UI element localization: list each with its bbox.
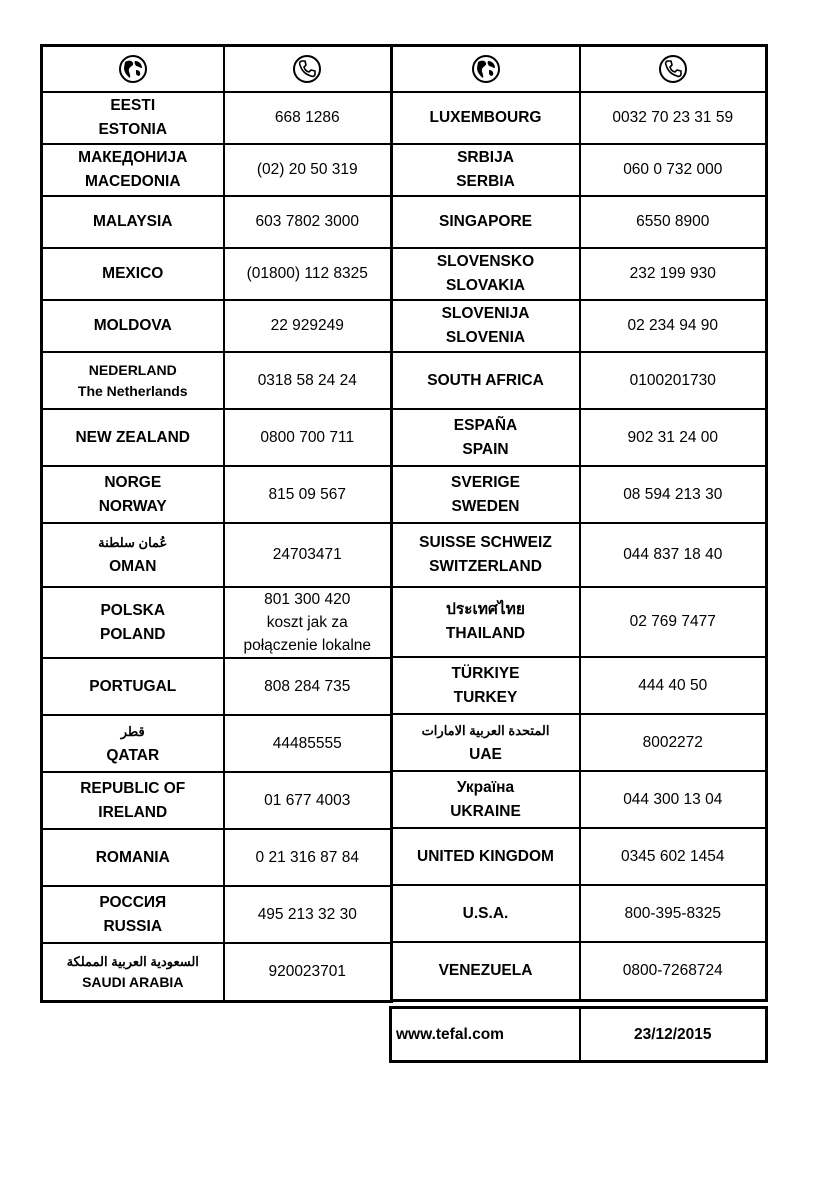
table-row [391, 942, 766, 1000]
table-row [391, 523, 766, 587]
country-cell [391, 523, 580, 587]
country-cell [42, 772, 224, 829]
table-row [42, 523, 392, 587]
footer-row [391, 1008, 767, 1062]
table-row [42, 587, 392, 658]
phone-cell [580, 587, 766, 657]
country-cell [42, 715, 224, 772]
phone-cell [580, 466, 766, 523]
cell-line: SVERIGE [451, 473, 520, 491]
cell-line: 0100201730 [629, 371, 716, 389]
country-column-header [391, 46, 580, 93]
cell-line: 444 40 50 [638, 676, 708, 694]
cell-line: РОССИЯ [99, 893, 167, 911]
country-cell [42, 92, 224, 144]
country-cell [391, 196, 580, 248]
phone-cell [224, 772, 392, 829]
phone-cell [580, 885, 766, 942]
table-row [391, 352, 766, 409]
country-cell [391, 942, 580, 1000]
country-cell [42, 196, 224, 248]
table-row [42, 409, 392, 466]
cell-line: THAILAND [445, 625, 526, 642]
header-row [42, 46, 392, 93]
table-row [391, 466, 766, 523]
cell-line: SUISSE SCHWEIZ [419, 534, 552, 551]
cell-line: 0318 58 24 24 [257, 371, 357, 389]
cell-line: SERBIA [456, 173, 515, 190]
country-cell [391, 466, 580, 523]
cell-line: 0 21 316 87 84 [255, 848, 359, 866]
table-row [391, 248, 766, 300]
cell-line: 0800-7268724 [622, 961, 723, 979]
cell-line: ESPAÑA [453, 416, 518, 434]
cell-line: 801 300 420 [264, 591, 351, 608]
phone-cell [580, 523, 766, 587]
country-cell [42, 409, 224, 466]
cell-line: POLAND [100, 625, 166, 643]
country-cell [42, 300, 224, 352]
phone-cell [224, 715, 392, 772]
table-row [391, 714, 766, 771]
cell-line: 0345 602 1454 [621, 847, 725, 865]
phone-cell [580, 300, 766, 352]
cell-line: 24703471 [272, 546, 342, 563]
cell-line: ROMANIA [95, 848, 170, 866]
header-row [391, 46, 766, 93]
phone-cell [580, 248, 766, 300]
footer-table [389, 1006, 768, 1063]
cell-line: 02 234 94 90 [627, 317, 718, 334]
country-cell [391, 885, 580, 942]
cell-line: ประเทศไทย [446, 601, 525, 618]
table-row [42, 144, 392, 196]
table-row [391, 300, 766, 352]
cell-line: (01800) 112 8325 [246, 265, 368, 282]
phone-cell [580, 828, 766, 885]
cell-line: LUXEMBOURG [429, 109, 542, 126]
right-contact-table [390, 44, 768, 1002]
phone-cell [580, 352, 766, 409]
cell-line: SLOVENIA [445, 329, 526, 346]
cell-line: SINGAPORE [438, 213, 532, 230]
cell-line: OMAN [109, 558, 157, 575]
cell-line: SLOVAKIA [446, 277, 525, 294]
cell-line: U.S.A. [462, 904, 509, 922]
phone-icon [292, 54, 322, 84]
country-cell [42, 352, 224, 409]
phone-cell [224, 466, 392, 523]
phone-cell [224, 523, 392, 587]
country-cell [391, 714, 580, 771]
table-row [391, 196, 766, 248]
cell-line: 44485555 [272, 734, 342, 752]
table-row [42, 772, 392, 829]
cell-line: NORWAY [98, 497, 167, 515]
country-cell [391, 92, 580, 144]
cell-line: NORGE [104, 473, 162, 491]
phone-cell [580, 942, 766, 1000]
table-row [42, 715, 392, 772]
cell-line: NEW ZEALAND [75, 428, 191, 446]
cell-line: 08 594 213 30 [623, 485, 723, 503]
table-row [391, 657, 766, 714]
cell-line: السعودية العربية المملكة [66, 953, 199, 969]
cell-line: MALAYSIA [92, 213, 173, 230]
phone-cell [224, 943, 392, 1001]
table-row [42, 943, 392, 1001]
phone-cell [580, 144, 766, 196]
table-row [42, 92, 392, 144]
cell-line: SWITZERLAND [429, 558, 542, 575]
phone-cell [224, 300, 392, 352]
country-cell [391, 352, 580, 409]
cell-line: TURKEY [453, 688, 518, 706]
phone-column-header [580, 46, 766, 93]
cell-line: UKRAINE [450, 802, 521, 820]
table-row [42, 466, 392, 523]
country-cell [42, 943, 224, 1001]
cell-line: MACEDONIA [84, 173, 181, 190]
cell-line: 668 1286 [274, 109, 340, 126]
cell-line: (02) 20 50 319 [256, 161, 358, 178]
table-row [42, 829, 392, 886]
cell-line: 902 31 24 00 [627, 428, 718, 446]
country-column-header [42, 46, 224, 93]
phone-cell [224, 248, 392, 300]
cell-line: IRELAND [98, 803, 168, 821]
phone-cell [580, 92, 766, 144]
cell-line: 495 213 32 30 [257, 905, 357, 923]
table-row [42, 196, 392, 248]
cell-line: 22 929249 [270, 317, 344, 334]
phone-cell [580, 196, 766, 248]
phone-cell [224, 829, 392, 886]
cell-line: VENEZUELA [438, 961, 533, 979]
cell-line: RUSSIA [103, 917, 163, 935]
country-cell [42, 248, 224, 300]
country-cell [42, 466, 224, 523]
right-table-body [391, 46, 766, 1001]
cell-line: 0032 70 23 31 59 [612, 109, 734, 126]
phone-cell [224, 409, 392, 466]
phone-cell [224, 587, 392, 658]
phone-cell [580, 409, 766, 466]
cell-line: 060 0 732 000 [623, 161, 723, 178]
cell-line: UNITED KINGDOM [417, 847, 554, 865]
country-cell [391, 828, 580, 885]
cell-line: 800-395-8325 [624, 904, 722, 922]
cell-line: koszt jak za [266, 614, 348, 631]
table-row [42, 248, 392, 300]
cell-line: NEDERLAND [88, 361, 177, 378]
phone-cell [224, 144, 392, 196]
phone-cell [224, 886, 392, 943]
cell-line: The Netherlands [77, 382, 188, 399]
cell-line: QATAR [106, 746, 160, 764]
table-row [391, 771, 766, 828]
country-cell [391, 144, 580, 196]
phone-cell [224, 92, 392, 144]
cell-line: MOLDOVA [93, 317, 172, 334]
cell-line: PORTUGAL [89, 677, 177, 695]
left-table-body [42, 46, 392, 1002]
cell-line: 603 7802 3000 [255, 213, 359, 230]
country-cell [391, 300, 580, 352]
phone-cell [580, 714, 766, 771]
cell-line: 920023701 [268, 962, 347, 980]
document-date: 23/12/2015 [580, 1008, 767, 1062]
cell-line: SLOVENIJA [441, 305, 530, 322]
cell-line: SRBIJA [457, 149, 514, 166]
country-cell [391, 248, 580, 300]
phone-cell [580, 657, 766, 714]
cell-line: المتحدة العربية الامارات [421, 722, 550, 738]
country-cell [42, 886, 224, 943]
cell-line: SPAIN [462, 440, 509, 458]
table-row [391, 144, 766, 196]
phone-icon [658, 54, 688, 84]
country-cell [391, 409, 580, 466]
table-row [391, 409, 766, 466]
cell-line: SLOVENSKO [436, 253, 535, 270]
cell-line: 044 300 13 04 [623, 790, 723, 808]
globe-icon [471, 54, 501, 84]
cell-line: REPUBLIC OF [80, 779, 186, 797]
cell-line: 02 769 7477 [629, 613, 716, 630]
cell-line: TÜRKIYE [451, 664, 520, 682]
table-row [391, 828, 766, 885]
cell-line: عُمان سلطنة [98, 535, 168, 550]
cell-line: połączenie lokalne [243, 637, 372, 654]
table-row [42, 300, 392, 352]
cell-line: 232 199 930 [629, 265, 716, 282]
cell-line: МАКЕДОНИЈА [78, 149, 188, 166]
table-row [42, 886, 392, 943]
country-cell [42, 523, 224, 587]
cell-line: MEXICO [102, 265, 164, 282]
country-cell [391, 587, 580, 657]
cell-line: 815 09 567 [268, 485, 347, 503]
cell-line: ESTONIA [98, 121, 168, 138]
cell-line: 6550 8900 [636, 213, 710, 230]
country-cell [42, 144, 224, 196]
phone-column-header [224, 46, 392, 93]
phone-cell [224, 352, 392, 409]
phone-cell [224, 658, 392, 715]
website-link[interactable]: www.tefal.com [391, 1008, 580, 1062]
cell-line: 8002272 [642, 733, 703, 751]
cell-line: قطر [120, 723, 145, 739]
country-cell [391, 657, 580, 714]
country-cell [42, 829, 224, 886]
table-row [391, 92, 766, 144]
cell-line: 044 837 18 40 [623, 546, 723, 563]
cell-line: Україна [456, 778, 515, 796]
cell-line: 0800 700 711 [260, 428, 355, 446]
globe-icon [118, 54, 148, 84]
cell-line: SOUTH AFRICA [427, 371, 544, 389]
cell-line: 808 284 735 [264, 677, 351, 695]
table-row [42, 352, 392, 409]
phone-cell [580, 771, 766, 828]
cell-line: SAUDI ARABIA [82, 973, 184, 990]
table-row [42, 658, 392, 715]
country-cell [42, 587, 224, 658]
table-row [391, 885, 766, 942]
cell-line: 01 677 4003 [264, 791, 351, 809]
cell-line: UAE [469, 745, 502, 763]
cell-line: POLSKA [100, 601, 166, 619]
cell-line: EESTI [110, 97, 156, 114]
country-cell [391, 771, 580, 828]
phone-cell [224, 196, 392, 248]
country-cell [42, 658, 224, 715]
cell-line: SWEDEN [451, 497, 520, 515]
left-contact-table [40, 44, 393, 1003]
table-row [391, 587, 766, 657]
